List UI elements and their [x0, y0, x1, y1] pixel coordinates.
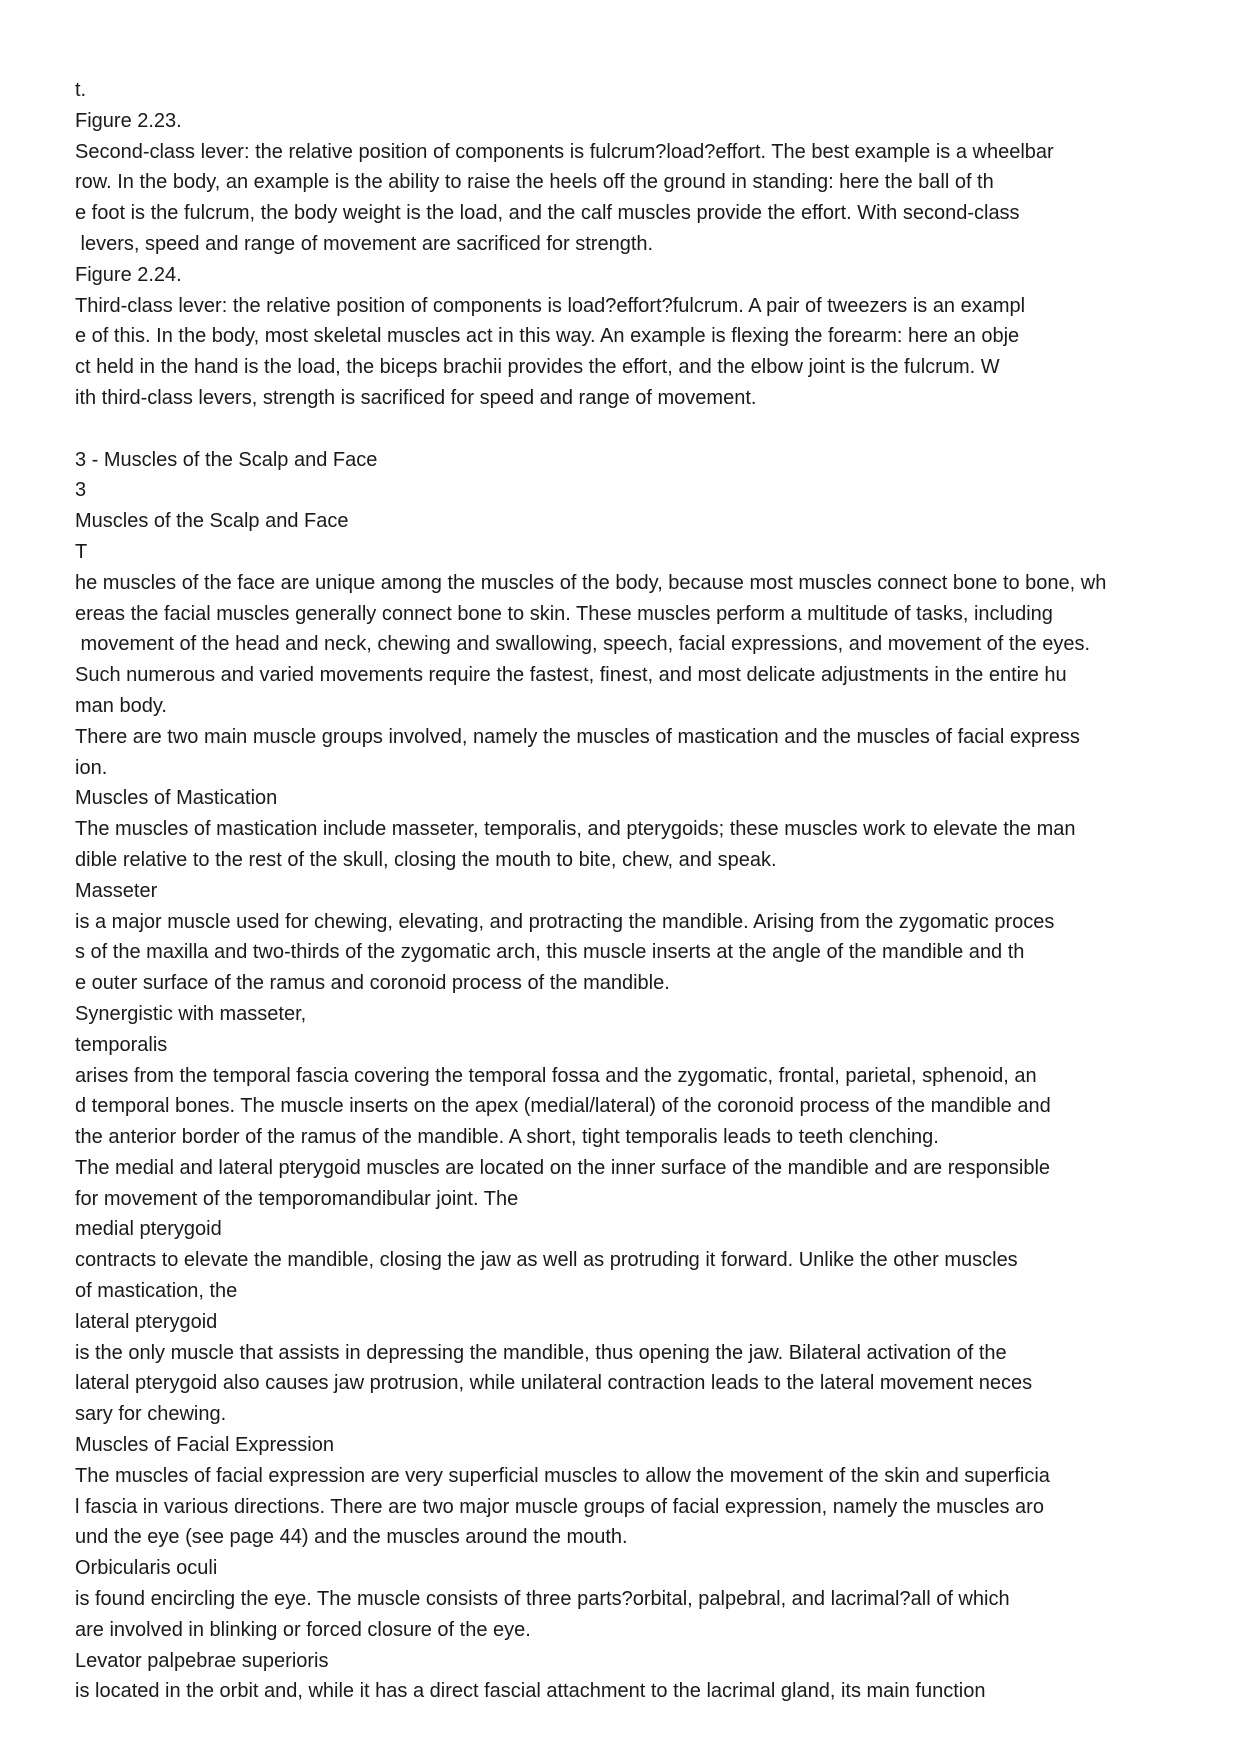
text-line: The medial and lateral pterygoid muscles are located on the inner surface of the mandible and are responsible	[75, 1156, 1051, 1179]
text-line: is located in the orbit and, while it has a direct fascial attachment to the lacrimal gland, its main function	[75, 1680, 986, 1703]
term-heading: temporalis	[75, 1033, 168, 1056]
figure-caption: Figure 2.24.	[75, 263, 182, 286]
figure-caption: Figure 2.23.	[75, 109, 182, 132]
text-line: is the only muscle that assists in depressing the mandible, thus opening the jaw. Bilateral activation of the	[75, 1341, 1007, 1364]
term-heading: Orbicularis oculi	[75, 1557, 218, 1580]
text-line: Such numerous and varied movements require the fastest, finest, and most delicate adjustments in the entire hu	[75, 664, 1067, 687]
chapter-number: 3	[75, 479, 87, 502]
section-heading: Muscles of Mastication	[75, 787, 278, 810]
text-line: ereas the facial muscles generally connect bone to skin. These muscles perform a multitude of tasks, including	[75, 602, 1053, 625]
text-line: the anterior border of the ramus of the mandible. A short, tight temporalis leads to teeth clenching.	[75, 1126, 939, 1149]
text-line: sary for chewing.	[75, 1403, 227, 1426]
text-line: movement of the head and neck, chewing and swallowing, speech, facial expressions, and movement of the eyes.	[75, 633, 1091, 656]
text-line: t.	[75, 79, 87, 101]
text-line: levers, speed and range of movement are sacrificed for strength.	[75, 232, 654, 255]
term-heading: Masseter	[75, 879, 158, 902]
blank-line	[75, 414, 1235, 445]
text-line: The muscles of mastication include masseter, temporalis, and pterygoids; these muscles work to elevate the man	[75, 818, 1076, 841]
text-line: dible relative to the rest of the skull, closing the mouth to bite, chew, and speak.	[75, 848, 777, 871]
document-page	[75, 75, 1235, 1707]
term-heading: medial pterygoid	[75, 1218, 222, 1241]
text-line: of mastication, the	[75, 1280, 238, 1303]
text-line: Second-class lever: the relative position of components is fulcrum?load?effort. The best example is a wheelbar	[75, 140, 1054, 163]
term-heading: lateral pterygoid	[75, 1310, 218, 1333]
text-line: ith third-class levers, strength is sacrificed for speed and range of movement.	[75, 386, 757, 409]
text-line: Third-class lever: the relative position of components is load?effort?fulcrum. A pair of tweezers is an exampl	[75, 294, 1026, 317]
text-line: Synergistic with masseter,	[75, 1002, 307, 1025]
drop-cap: T	[75, 540, 88, 563]
text-line: d temporal bones. The muscle inserts on the apex (medial/lateral) of the coronoid process of the mandible and	[75, 1095, 1051, 1118]
text-line: l fascia in various directions. There are two major muscle groups of facial expression, namely the muscles aro	[75, 1495, 1044, 1518]
text-line: ct held in the hand is the load, the biceps brachii provides the effort, and the elbow joint is the fulcrum. W	[75, 356, 1000, 379]
text-line: s of the maxilla and two-thirds of the zygomatic arch, this muscle inserts at the angle of the mandible and th	[75, 941, 1025, 964]
text-line: e foot is the fulcrum, the body weight is the load, and the calf muscles provide the effort. With second-class	[75, 202, 1020, 225]
chapter-title: Muscles of the Scalp and Face	[75, 510, 349, 533]
text-line: und the eye (see page 44) and the muscles around the mouth.	[75, 1526, 628, 1549]
text-line: is a major muscle used for chewing, elevating, and protracting the mandible. Arising from the zygomatic proces	[75, 910, 1055, 933]
text-line: he muscles of the face are unique among the muscles of the body, because most muscles connect bone to bone, wh	[75, 571, 1107, 594]
text-line: lateral pterygoid also causes jaw protrusion, while unilateral contraction leads to the lateral movement neces	[75, 1372, 1033, 1395]
text-line: e of this. In the body, most skeletal muscles act in this way. An example is flexing the forearm: here an obje	[75, 325, 1020, 348]
text-line: arises from the temporal fascia covering the temporal fossa and the zygomatic, frontal, parietal, sphenoid, an	[75, 1064, 1037, 1087]
text-line: row. In the body, an example is the ability to raise the heels off the ground in standing: here the ball of th	[75, 171, 994, 194]
text-line: ion.	[75, 756, 108, 779]
text-line: is found encircling the eye. The muscle consists of three parts?orbital, palpebral, and lacrimal?all of which	[75, 1588, 1010, 1611]
text-line: are involved in blinking or forced closure of the eye.	[75, 1618, 531, 1641]
section-heading: Muscles of Facial Expression	[75, 1434, 334, 1457]
text-line: e outer surface of the ramus and coronoid process of the mandible.	[75, 972, 670, 995]
text-line: man body.	[75, 694, 167, 717]
text-line: for movement of the temporomandibular joint. The	[75, 1187, 519, 1210]
text-line: contracts to elevate the mandible, closing the jaw as well as protruding it forward. Unlike the other muscles	[75, 1249, 1018, 1272]
text-line: There are two main muscle groups involved, namely the muscles of mastication and the muscles of facial express	[75, 725, 1080, 748]
chapter-header: 3 - Muscles of the Scalp and Face	[75, 448, 378, 471]
term-heading: Levator palpebrae superioris	[75, 1649, 329, 1672]
text-line: The muscles of facial expression are very superficial muscles to allow the movement of the skin and superficia	[75, 1464, 1050, 1487]
